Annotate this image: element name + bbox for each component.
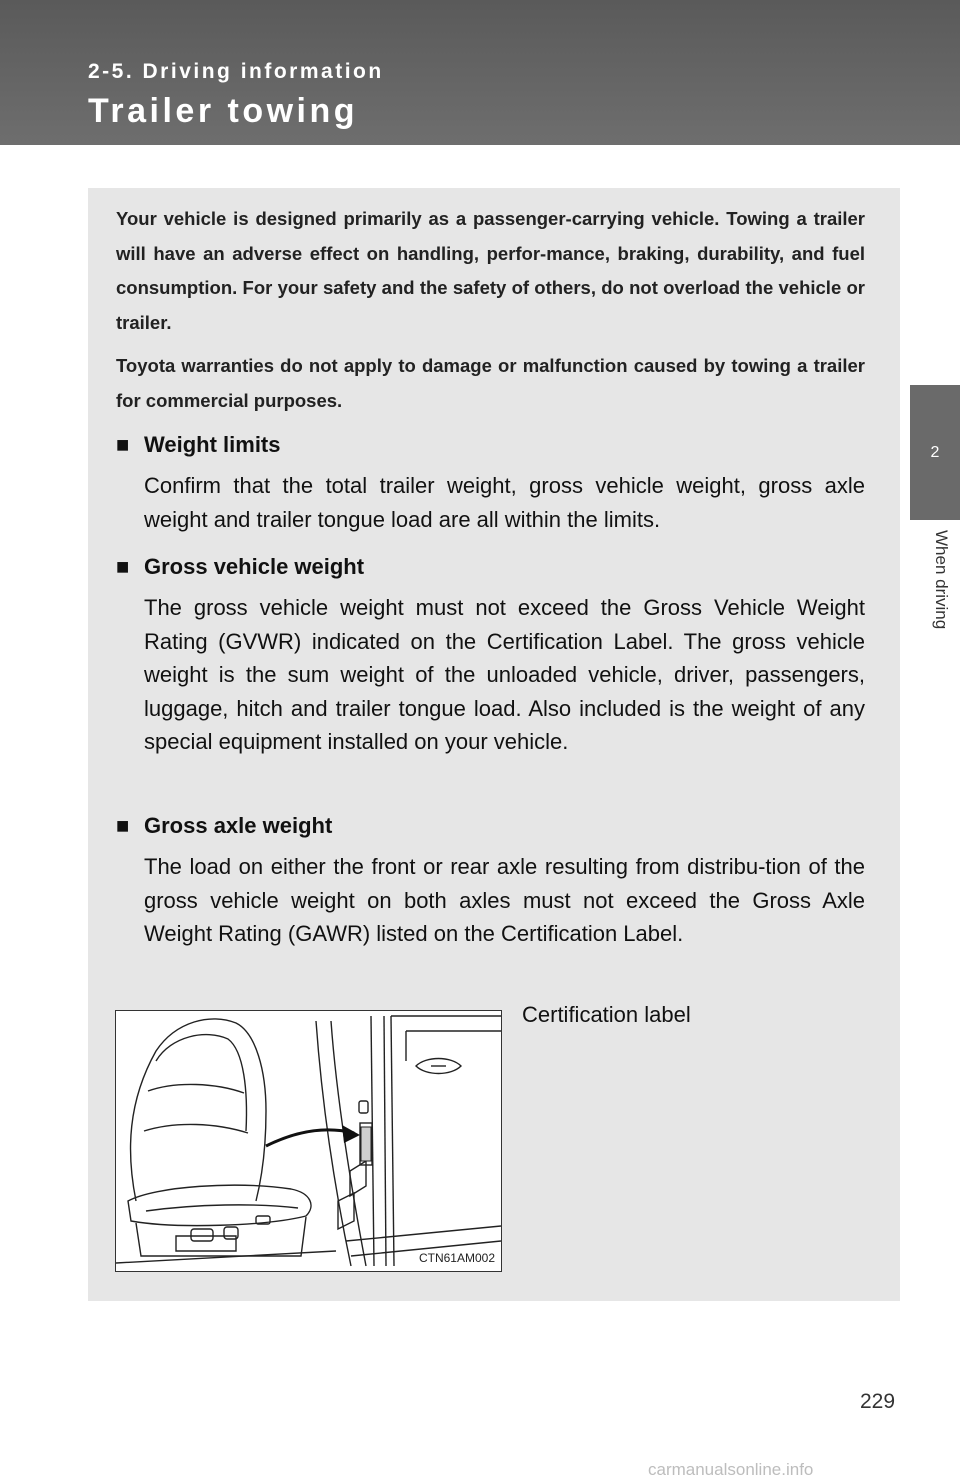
figure-code: CTN61AM002: [418, 1251, 495, 1265]
page-header: [0, 0, 960, 145]
gross-axle-weight-heading: [116, 813, 332, 839]
square-bullet-icon: ■: [116, 554, 130, 579]
page-number: 229: [860, 1390, 896, 1413]
chapter-tab: 2: [910, 385, 960, 520]
seat-and-door-pillar-drawing: [116, 1011, 501, 1271]
gross-vehicle-weight-title: Gross vehicle weight: [144, 554, 365, 579]
warranty-paragraph: Toyota warranties do not apply to damage or malfunction caused by towing a trailer for commercial purposes.: [116, 355, 865, 411]
gross-vehicle-weight-heading: [116, 554, 364, 580]
gross-axle-weight-body: The load on either the front or rear axle resulting from distribu-tion of the gross vehicle weight on both axles must not exceed the Gross Axle Weight Rating (GAWR) listed on the Certification Label.: [144, 854, 865, 946]
gross-vehicle-weight-body: The gross vehicle weight must not exceed the Gross Vehicle Weight Rating (GVWR) indicated on the Certification Label. The gross vehicle weight is the sum weight of the unloaded vehicle, driver, passengers, luggage, hitch and trailer tongue load. Also included is the weight of any special equipment installed on your vehicle.: [144, 595, 865, 754]
weight-limits-heading: [116, 432, 281, 458]
watermark: carmanualsonline.info: [648, 1460, 814, 1479]
square-bullet-icon: ■: [116, 432, 130, 457]
intro-paragraph: Your vehicle is designed primarily as a passenger-carrying vehicle. Towing a trailer will have an adverse effect on handling, perfor-mance, braking, durability, and fuel consumption. For your safety and the safety of others, do not overload the vehicle or trailer.: [116, 208, 865, 333]
square-bullet-icon: ■: [116, 813, 130, 838]
certification-label-illustration: [115, 1010, 502, 1272]
chapter-label: When driving: [932, 530, 951, 630]
section-heading: 2-5. Driving information: [88, 60, 384, 83]
content-box: [88, 188, 900, 1301]
weight-limits-title: Weight limits: [144, 432, 281, 457]
weight-limits-body: Confirm that the total trailer weight, gross vehicle weight, gross axle weight and trailer tongue load are all within the limits.: [144, 473, 865, 532]
figure-callout: Certification label: [522, 1002, 691, 1027]
page-title: Trailer towing: [88, 92, 359, 130]
gross-axle-weight-title: Gross axle weight: [144, 813, 333, 838]
